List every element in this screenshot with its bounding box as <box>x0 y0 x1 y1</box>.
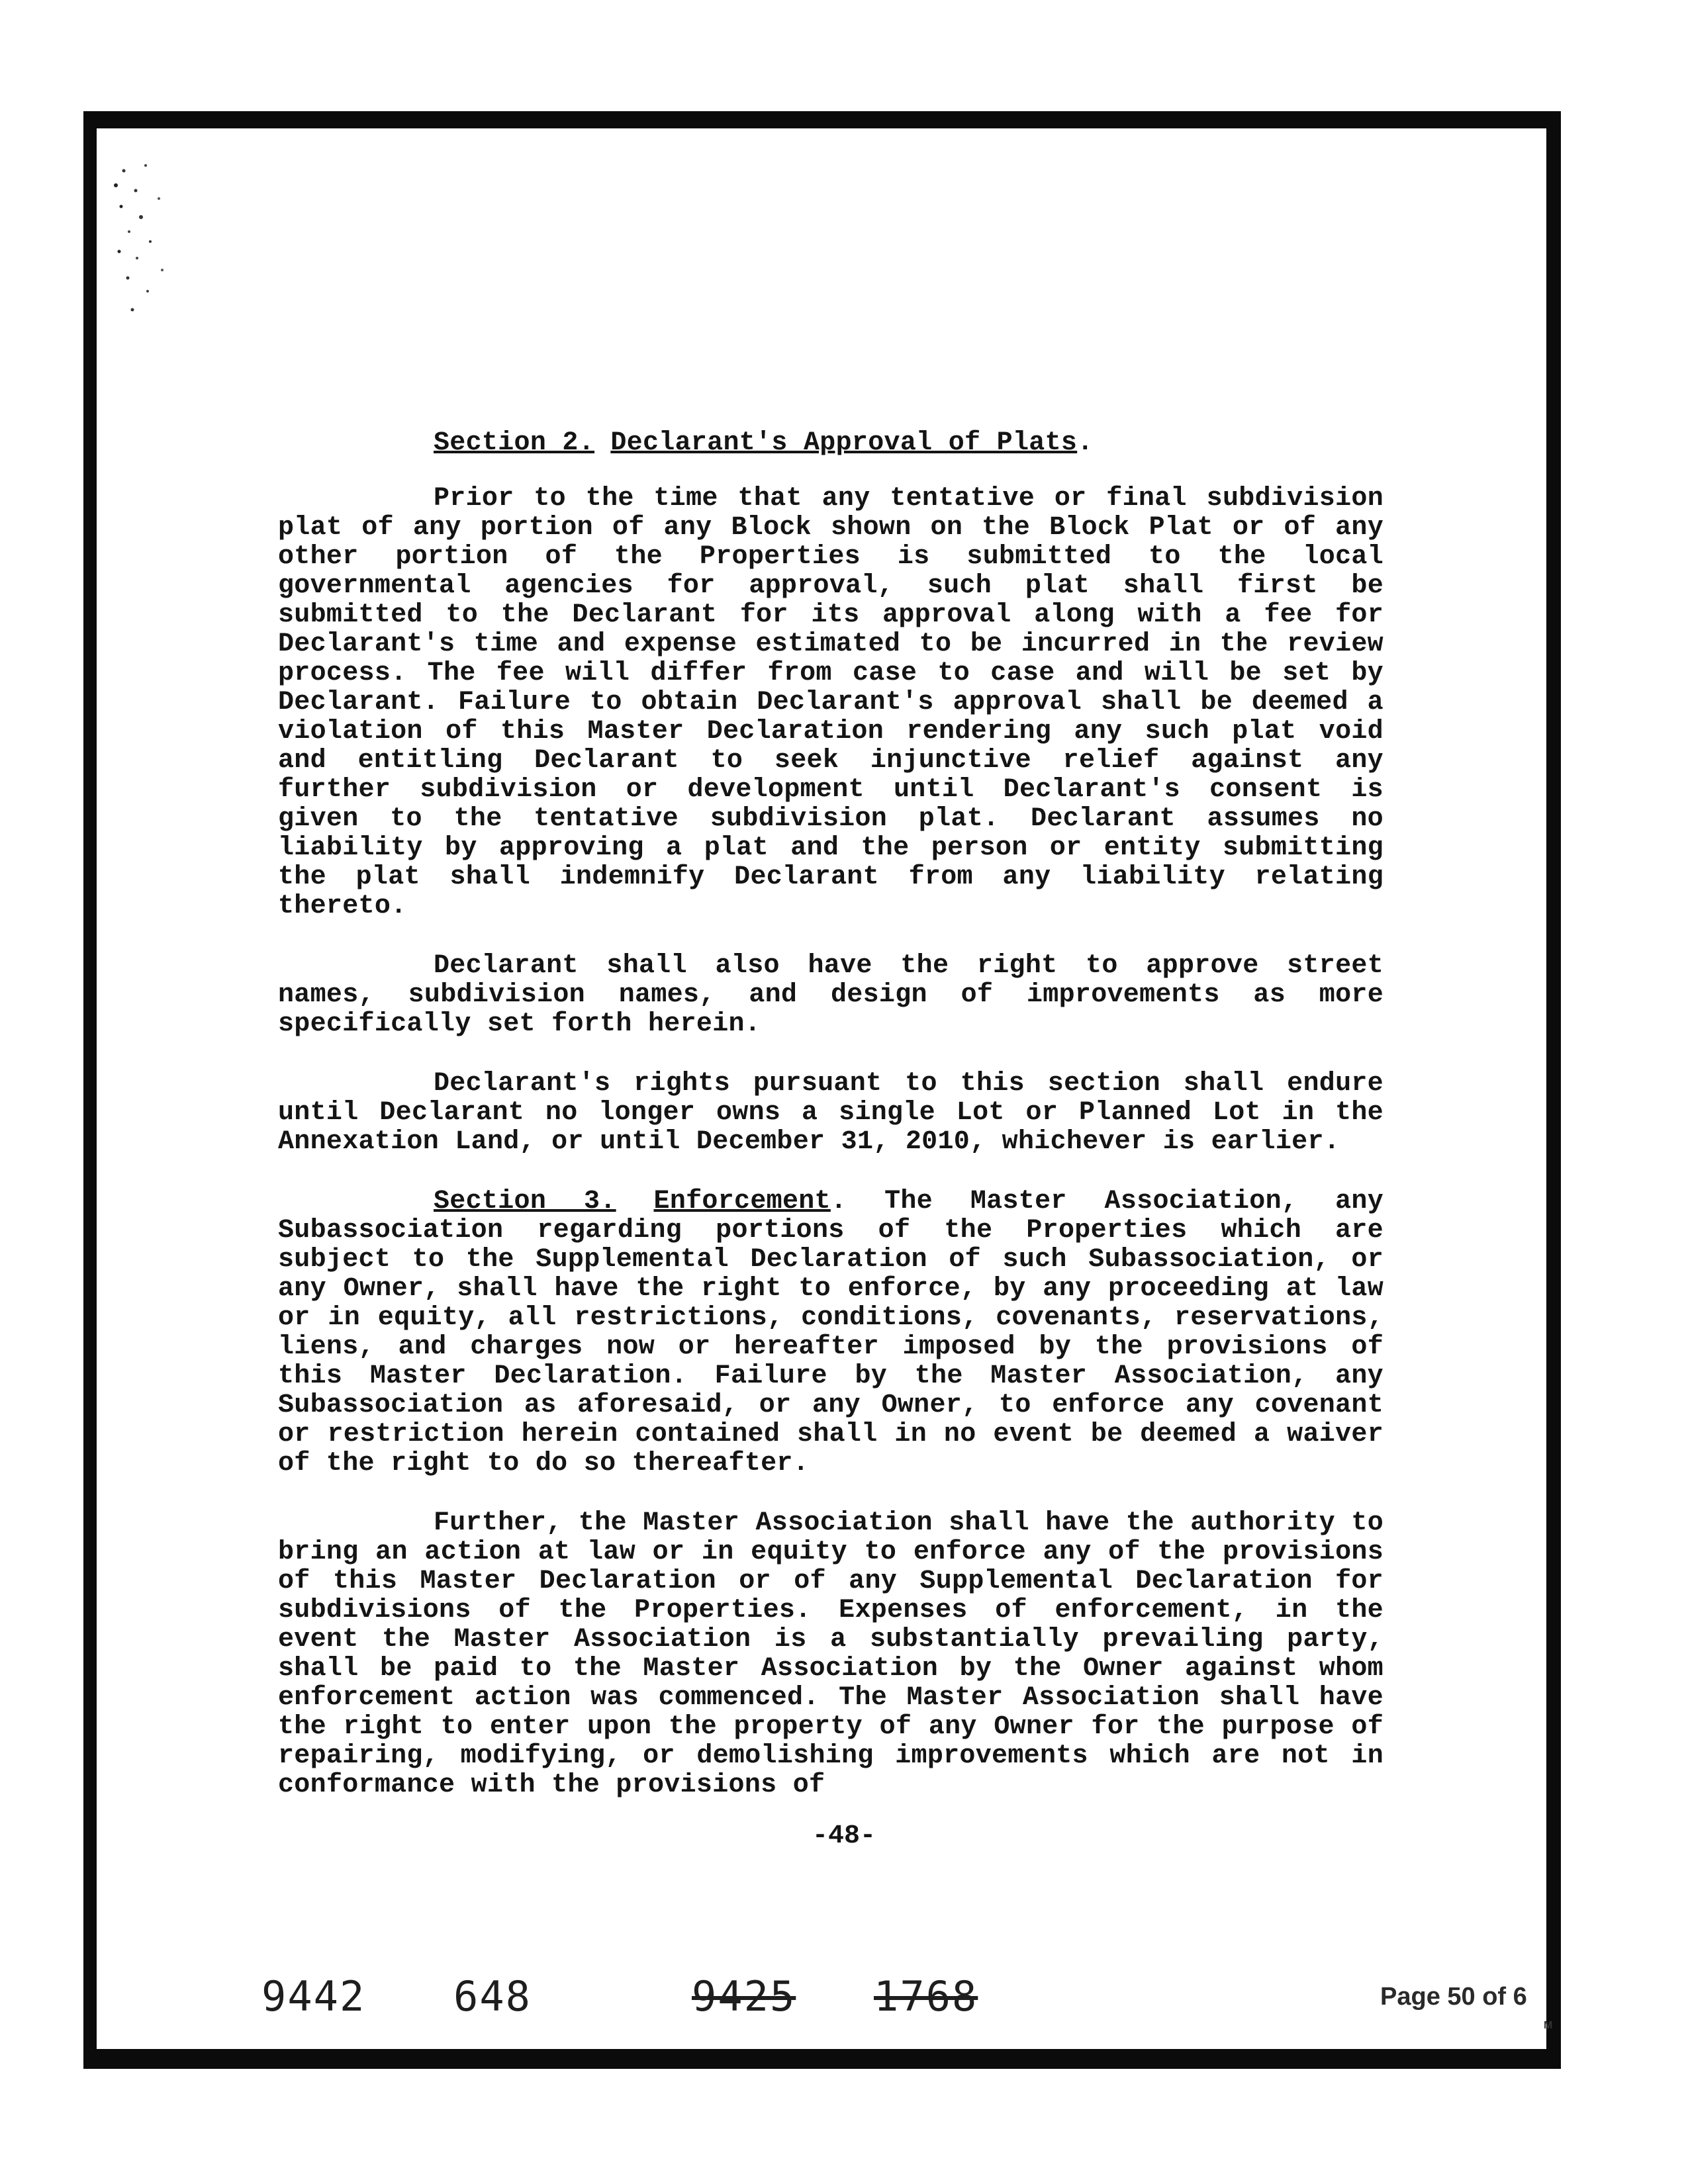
section-3-paragraph-2: Further, the Master Association shall have the authority to bring an action at law or in equity to enforce any of the provisions of this Master Declaration or of any Supplemental Declaration for subdivisions of the Properties. Expenses of enforcement, in the event the Master Association is a substantially prevailing party, shall be paid to the Master Association by the Owner against whom enforcement action was commenced. The Master Association shall have the right to enter upon the property of any Owner for the purpose of repairing, modifying, or demolishing improvements which are not in conformance with the provisions of <box>278 1508 1383 1800</box>
section-3-label: Section 3. <box>434 1187 616 1216</box>
section-3-title-period: . <box>830 1187 847 1216</box>
section-2-paragraph-2: Declarant shall also have the right to approve street names, subdivision names, and design of improvements as more specifically set forth herein. <box>278 951 1383 1039</box>
document-body <box>278 424 1383 1831</box>
page-of-label: Page 50 of 6 <box>1380 1983 1527 2011</box>
section-2-paragraph-1: Prior to the time that any tentative or final subdivision plat of any portion of any Block shown on the Block Plat or of any other portion of the Properties is submitted to the local governmental agencies for approval, such plat shall first be submitted to the Declarant for its approval along with a fee for Declarant's time and expense estimated to be incurred in the review process. The fee will differ from case to case and will be set by Declarant. Failure to obtain Declarant's approval shall be deemed a violation of this Master Declaration rendering any such plat void and entitling Declarant to seek injunctive relief against any further subdivision or development until Declarant's consent is given to the tentative subdivision plat. Declarant assumes no liability by approving a plat and the person or entity submitting the plat shall indemnify Declarant from any liability relating thereto. <box>278 484 1383 921</box>
corner-mark: M <box>1544 2020 1553 2031</box>
book-reference-1: 9442 <box>261 1972 366 2021</box>
section-2-heading <box>434 429 1383 458</box>
section-2-label: Section 2. <box>434 428 595 458</box>
section-3-title: Enforcement <box>653 1187 831 1216</box>
scan-speckle-marks <box>109 159 202 318</box>
section-3-text: The Master Association, any Subassociation regarding portions of the Properties which are subject to the Supplemental Declaration of such Subassociation, or any Owner, shall have the right to enforce, by any proceeding at law or in equity, all restrictions, conditions, covenants, reservations, liens, and charges now or hereafter imposed by the provisions of this Master Declaration. Failure by the Master Association, any Subassociation as aforesaid, or any Owner, to enforce any covenant or restriction herein contained shall in no event be deemed a waiver of the right to do so thereafter. <box>278 1187 1383 1479</box>
struck-reference-2: 1768 <box>874 1972 978 2021</box>
struck-reference-1: 9425 <box>692 1972 796 2021</box>
section-2-title: Declarant's Approval of Plats <box>610 428 1078 458</box>
book-reference-2: 648 <box>453 1972 532 2021</box>
page-number: -48- <box>812 1821 876 1851</box>
section-3-paragraph-1 <box>278 1187 1383 1479</box>
section-2-paragraph-3: Declarant's rights pursuant to this section shall endure until Declarant no longer owns a single Lot or Planned Lot in the Annexation Land, or until December 31, 2010, whichever is earlier. <box>278 1069 1383 1157</box>
heading-period: . <box>1077 428 1094 458</box>
